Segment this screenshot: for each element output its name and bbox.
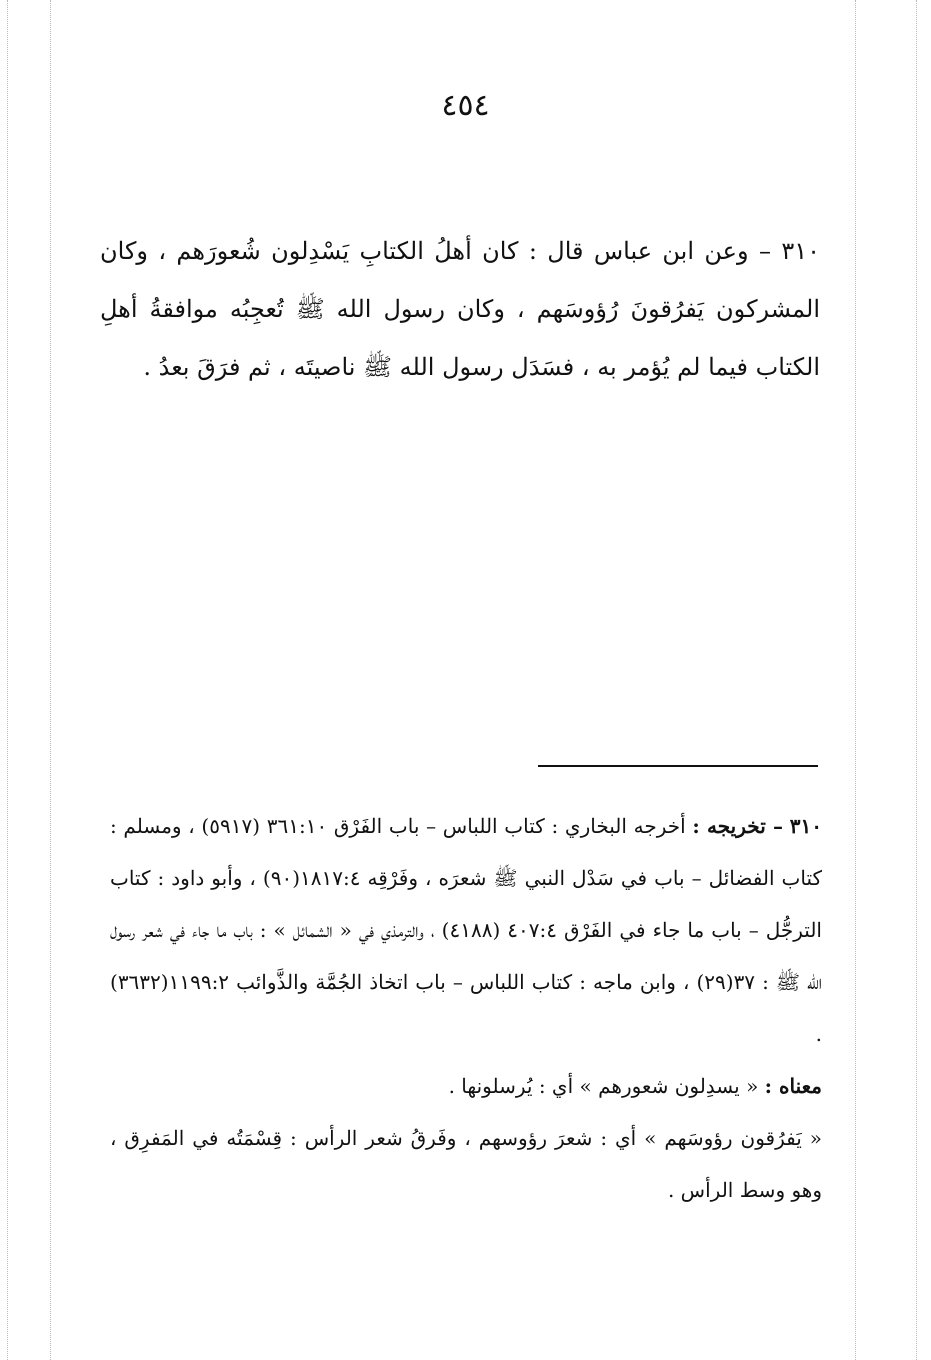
scan-dotted-border-inner-right <box>855 0 856 1360</box>
scan-dotted-border-inner-left <box>50 0 51 1360</box>
scan-dotted-border-right <box>916 0 917 1360</box>
hadith-number: ٣١٠ <box>781 237 820 265</box>
hadith-text: – وعن ابن عباس قال : كان أهلُ الكتابِ يَسْدِلون شُعورَهم ، وكان المشركون يَفرُقونَ رُؤوسَهم ، وكان رسول الله ﷺ تُعجِبُه موافقةُ أهلِ الكتاب فيما لم يُؤمر به ، فسَدَل رسول الله ﷺ ناصيتَه ، ثم فرَقَ بعدُ . <box>100 237 820 381</box>
scan-dotted-border-left <box>7 0 8 1360</box>
takhrij-paragraph <box>110 800 822 1060</box>
takhrij-text: أخرجه البخاري : كتاب اللباس – باب الفَرْق ٣٦١:١٠ (٥٩١٧) ، ومسلم : كتاب الفضائل – باب في سَدْل النبي ﷺ شعرَه ، وفَرْقِه ١٨١٧:٤(٩٠) ، وأبو داود : كتاب الترجُّل – باب ما جاء في الفَرْق ٤٠٧:٤ (٤١٨٨) ، والترمذي في « الشمائل » : باب ما جاء في شعر رسول الله ﷺ : ٣٧(٢٩) ، وابن ماجه : كتاب اللباس – باب اتخاذ الجُمَّة والذَّوائب ١١٩٩:٢(٣٦٣٢) . <box>110 814 823 1046</box>
hadith-paragraph <box>100 222 820 396</box>
takhrij-number: ٣١٠ <box>789 814 822 838</box>
footnote-separator <box>538 765 818 767</box>
meaning-label: معناه : <box>764 1074 822 1098</box>
footnotes-block <box>110 800 822 1216</box>
page-number: ٤٥٤ <box>441 88 490 123</box>
explanation-paragraph: « يَفرُقون رؤوسَهم » أي : شعرَ رؤوسهم ، وفَرقُ شعر الرأس : قِسْمَتُه في المَفرِق ، وهو وسط الرأس . <box>110 1126 822 1202</box>
main-text-block <box>100 222 820 396</box>
meaning-paragraph <box>110 1060 822 1112</box>
meaning-text: « يسدِلون شعورهم » أي : يُرسلونها . <box>448 1074 759 1098</box>
takhrij-label: – تخريجه : <box>692 814 784 838</box>
